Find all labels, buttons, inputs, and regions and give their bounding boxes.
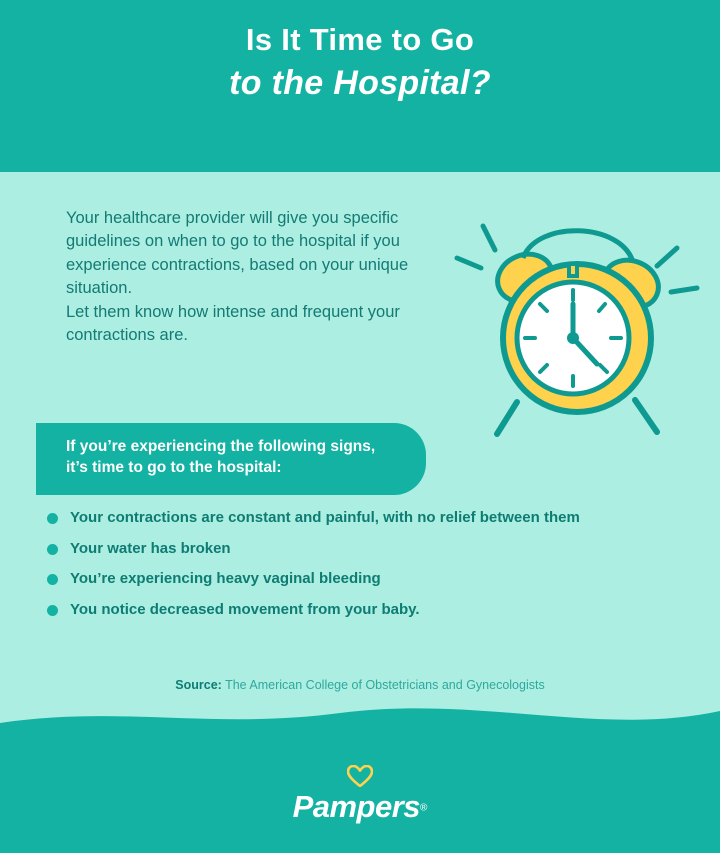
page-title-line-2: to the Hospital?	[229, 63, 491, 102]
page-title-line-1: Is It Time to Go	[245, 22, 475, 57]
list-item: Your water has broken	[44, 539, 684, 559]
intro-paragraph-1: Your healthcare provider will give you specific guidelines on when to go to the hospital if you experience contractions, based on your unique situation.	[66, 209, 409, 298]
brand-name: Pampers	[292, 789, 421, 824]
footer-wave-divider	[0, 693, 720, 749]
intro-paragraph-2: Let them know how intense and frequent your contractions are.	[66, 302, 400, 345]
list-item: Your contractions are constant and painful, with no relief between them	[44, 508, 684, 528]
list-item: You notice decreased movement from your baby.	[44, 600, 684, 620]
registered-mark: ®	[420, 802, 428, 814]
intro-text	[66, 207, 446, 348]
signs-list	[44, 508, 684, 630]
source-label: Source:	[175, 678, 222, 692]
callout-banner	[36, 423, 426, 495]
page-title	[0, 22, 720, 103]
list-item: You’re experiencing heavy vaginal bleeding	[44, 569, 684, 589]
source-text: The American College of Obstetricians and Gynecologists	[225, 678, 545, 692]
callout-text: If you’re experiencing the following signs, it’s time to go to the hospital:	[66, 438, 376, 476]
alarm-clock-icon	[445, 196, 705, 446]
heart-icon	[347, 765, 373, 787]
source-line	[0, 678, 720, 692]
brand-logo	[0, 765, 720, 825]
header-wave-divider	[0, 124, 720, 184]
